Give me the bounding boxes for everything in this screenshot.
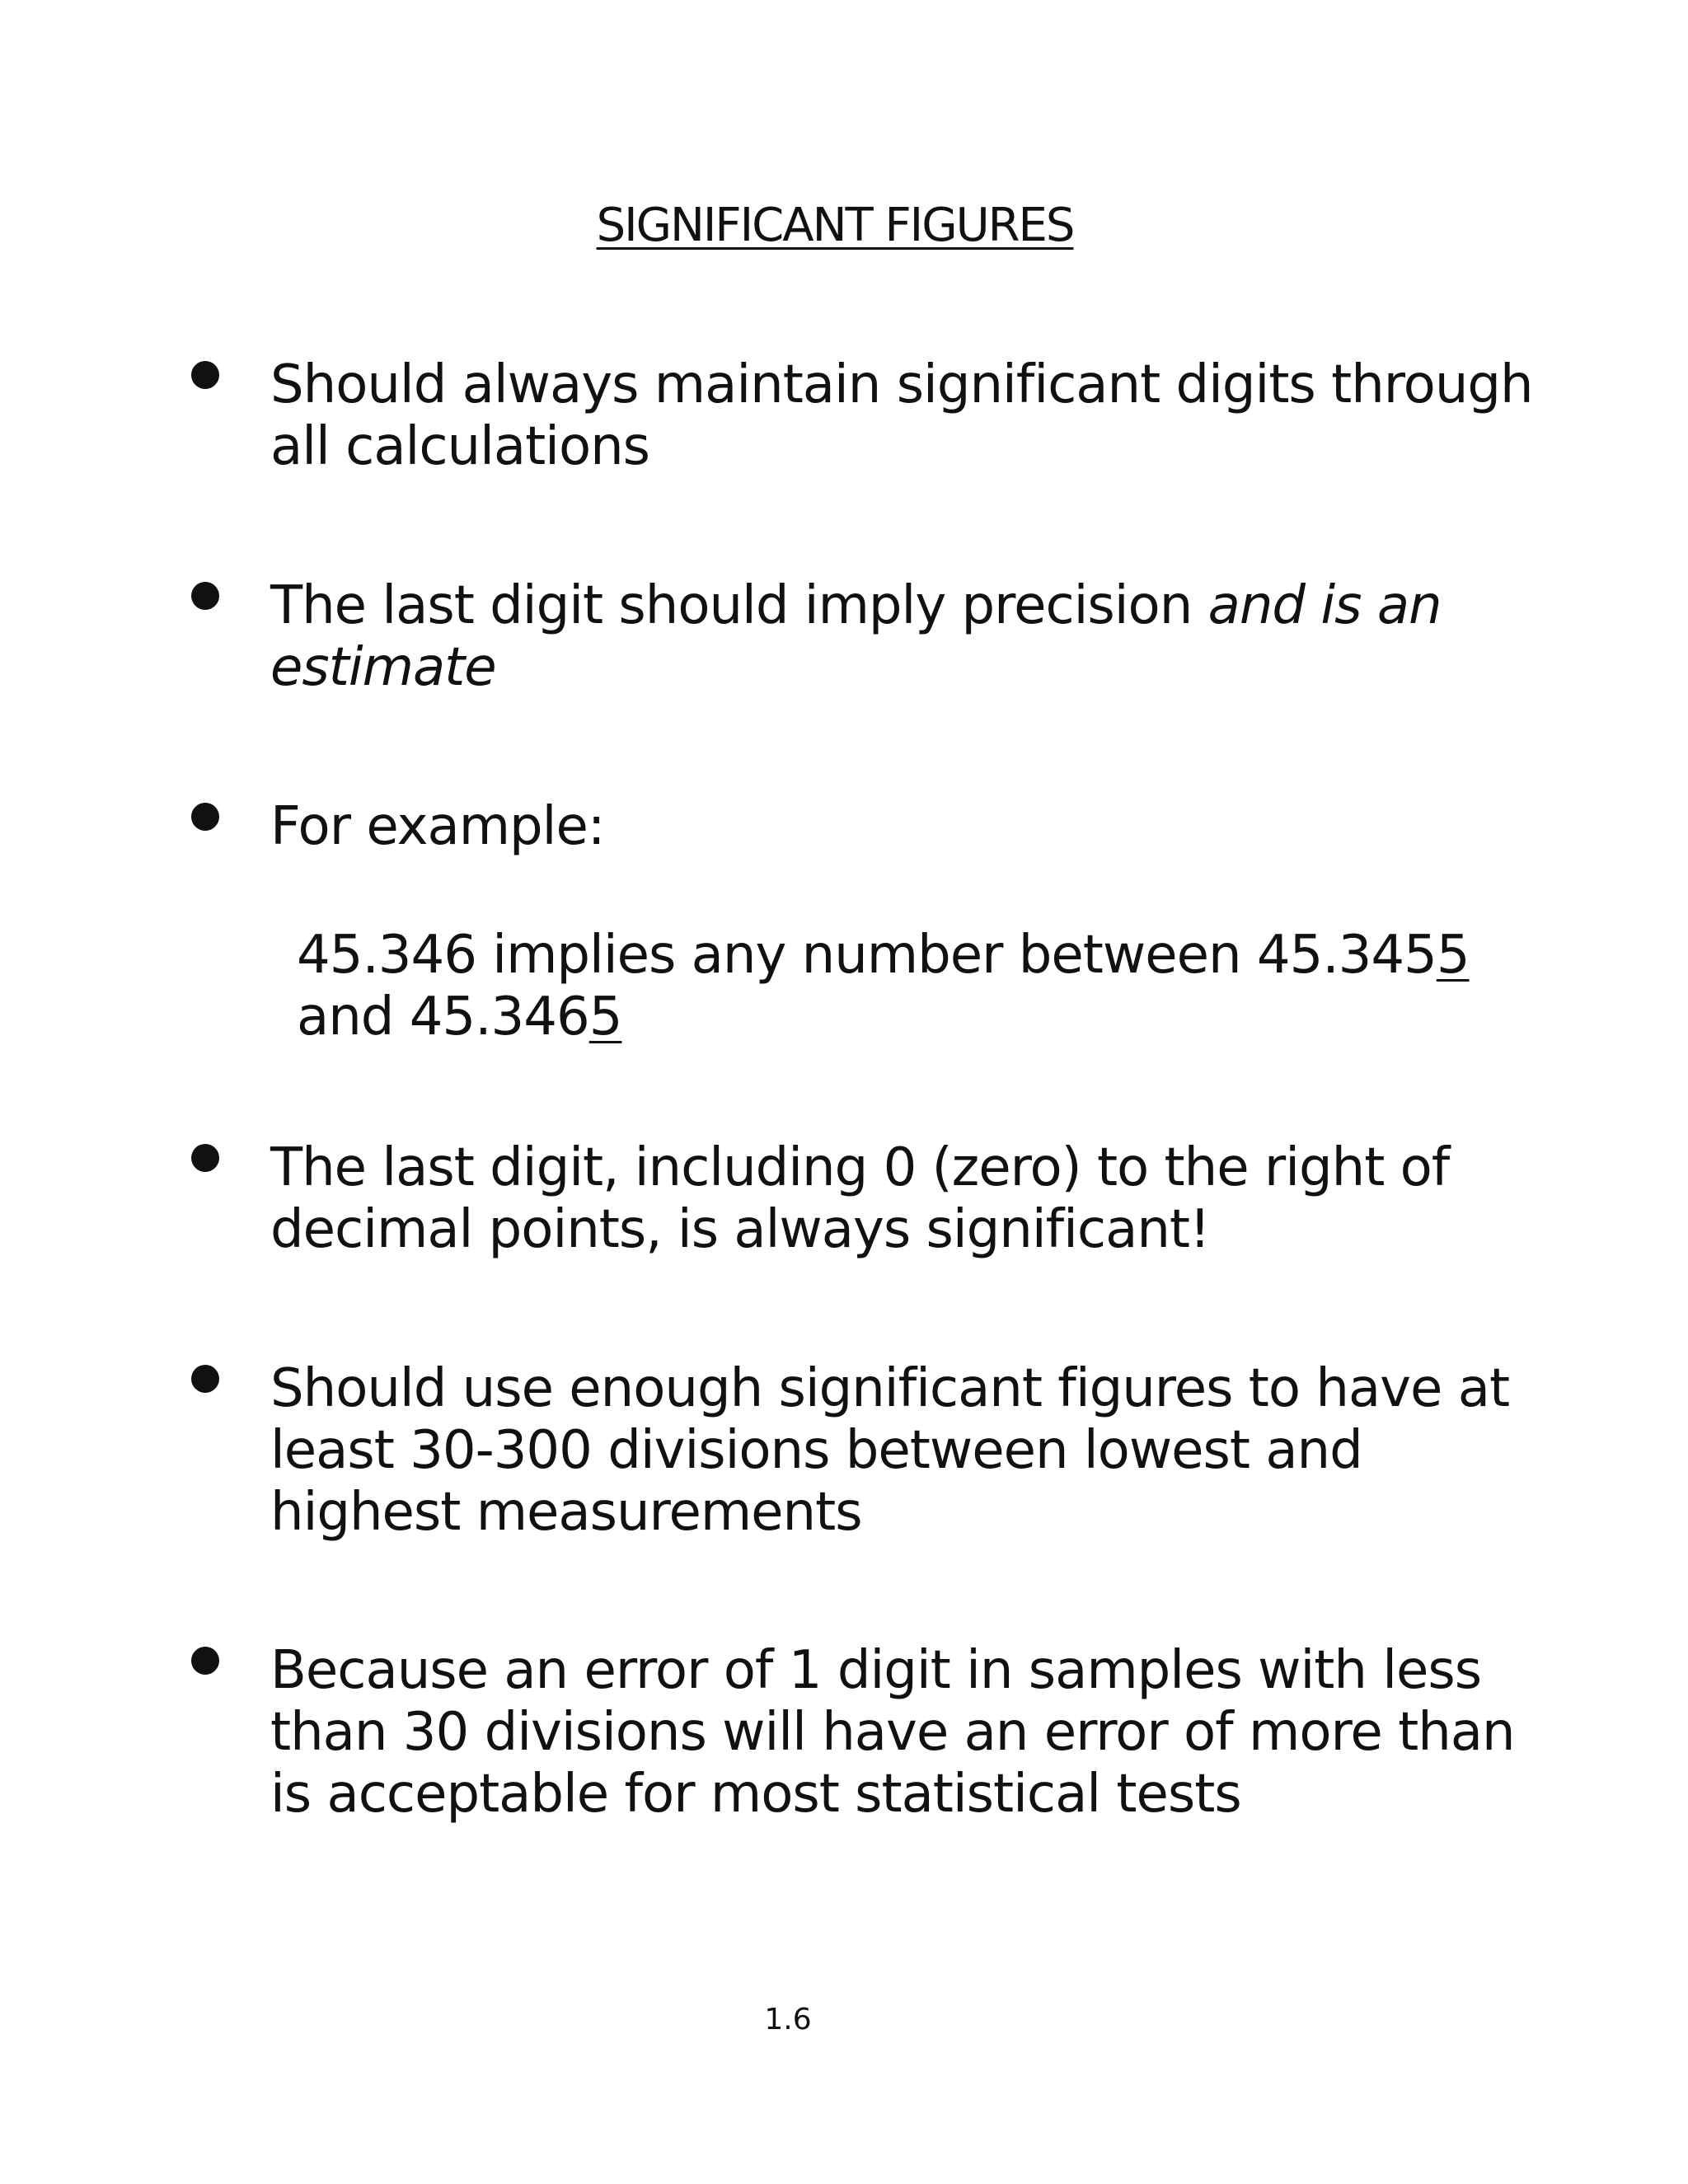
bullet-text-2-main: The last digit should imply precision	[270, 575, 1208, 636]
example-line-2: and 45.3465	[297, 987, 622, 1047]
underlined-digit: 5	[588, 987, 622, 1047]
bullet-dot	[191, 1144, 219, 1172]
bullet-text-2	[270, 575, 1556, 699]
bullet-text-3: For example:	[270, 796, 605, 857]
bullet-text-5: Should use enough significant figures to have at least 30-300 divisions between lowest and highest measurements	[270, 1358, 1510, 1543]
bullet-dot	[191, 1647, 219, 1675]
page-title: SIGNIFICANT FIGURES	[596, 199, 1074, 252]
bullet-dot	[191, 361, 219, 389]
bullet-text-6: Because an error of 1 digit in samples with less than 30 divisions will have an error of more than is acceptable for most statistical tests	[270, 1640, 1515, 1825]
bullet-text-1: Should always maintain significant digits through all calculations	[270, 354, 1533, 477]
example-block	[297, 925, 1566, 1048]
bullet-text-4: The last digit, including 0 (zero) to the right of decimal points, is always significant!	[270, 1137, 1450, 1260]
page-number: 1.6	[764, 2003, 812, 2036]
underlined-digit: 5	[1436, 925, 1470, 986]
example-line-1: 45.346 implies any number between 45.3455	[297, 925, 1470, 986]
bullet-dot	[191, 582, 219, 610]
bullet-text-2-emphasis: and is an estimate	[270, 575, 1442, 698]
bullet-dot	[191, 1365, 219, 1393]
bullet-dot	[191, 803, 219, 831]
